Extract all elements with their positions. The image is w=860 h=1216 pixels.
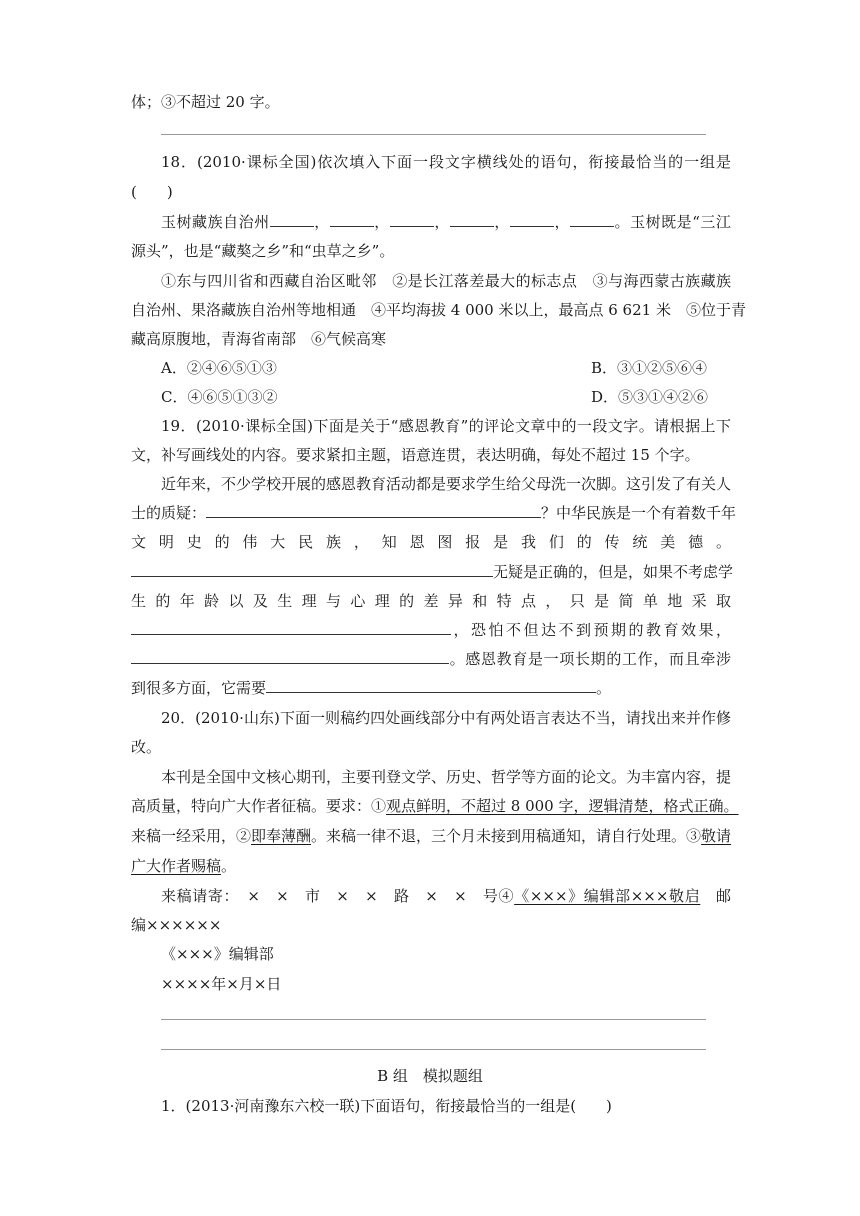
blank [330,212,374,227]
q20-passage: 高质量，特向广大作者征稿。要求：①观点鲜明，不超过 8 000 字，逻辑清楚，格式正确。 [131,797,739,815]
q20-address-2: 编×××××× [131,916,222,934]
blank [131,562,493,577]
answer-line [161,1049,706,1050]
option-b: B．③①②⑤⑥④ [591,359,708,377]
b-q1-stem: 1．(2013·河南豫东六校一联)下面语句，衔接最恰当的一组是( ) [161,1097,612,1115]
q18-options-text: 藏高原腹地，青海省南部 ⑥气候高寒 [131,330,387,348]
blank [266,678,596,693]
q18-paren: ( ) [131,183,173,201]
blank [131,649,449,664]
q19-stem-2: 文，补写画线处的内容。要求紧扣主题，语意连贯，表达明确，每处不超过 15 个字。 [131,446,700,464]
q18-option-row [161,358,731,378]
q20-date: ××××年×月×日 [161,975,282,993]
q19-passage: 到很多方面，它需要 。 [131,679,612,697]
q19-passage: 文明史的伟大民族，知恩图报是我们的传统美德。 [131,533,731,551]
blank [510,212,554,227]
underlined-phrase: 即奉薄酬 [251,827,312,845]
option-c: C．④⑥⑤①③② [161,388,278,406]
option-d: D．⑤③①④②⑥ [591,388,709,406]
q18-option-row [161,387,731,407]
q18-stem: 18．(2010·课标全国)依次填入下面一段文字横线处的语句，衔接最恰当的一组是 [161,153,731,171]
underlined-phrase: 《×××》编辑部×××敬启 [514,887,701,905]
q20-address: 来稿请寄： × × 市 × × 路 × × 号④《×××》编辑部×××敬启 邮 [161,887,731,905]
blank [131,620,451,635]
q18-options-text: ①东与四川省和西藏自治区毗邻 ②是长江落差最大的标志点 ③与海西蒙古族藏族 [161,272,731,290]
answer-line [161,134,706,135]
section-title: B 组 模拟题组 [377,1067,483,1085]
q18-options-text: 自治州、果洛藏族自治州等地相通 ④平均海拔 4 000 米以上，最高点 6 621 米 ⑤位于青 [131,301,746,319]
blank [450,212,494,227]
blank [570,212,614,227]
q19-passage: 士的质疑： ？中华民族是一个有着数千年 [131,504,737,522]
q19-stem: 19．(2010·课标全国)下面是关于“感恩教育”的评论文章中的一段文字。请根据上下 [161,417,731,435]
q19-passage: 。感恩教育是一项长期的工作，而且牵涉 [131,649,731,669]
q20-stem: 20．(2010·山东)下面一则稿约四处画线部分中有两处语言表达不当，请找出来并作修 [161,709,731,727]
q19-passage: 无疑是正确的，但是，如果不考虑学 [131,562,731,582]
q18-passage-2: 源头”，也是“藏獒之乡”和“虫草之乡”。 [131,242,395,260]
underlined-phrase: 广大作者赐稿 [131,857,222,875]
blank [270,212,314,227]
blank [206,503,541,518]
underlined-phrase: 敬请 [701,827,732,845]
underlined-phrase: 观点鲜明，不超过 8 000 字，逻辑清楚，格式正确。 [386,797,739,815]
q19-passage: 近年来，不少学校开展的感恩教育活动都是要求学生给父母洗一次脚。这引发了有关人 [161,475,732,493]
q20-stem-2: 改。 [131,738,162,756]
q20-signature: 《×××》编辑部 [161,945,274,963]
blank [390,212,434,227]
q20-passage: 来稿一经采用，②即奉薄酬。来稿一律不退，三个月未接到用稿通知，请自行处理。③敬请 [131,827,732,845]
q20-passage: 本刊是全国中文核心期刊，主要刊登文学、历史、哲学等方面的论文。为丰富内容，提 [161,768,732,786]
q18-passage: 玉树藏族自治州 ， ， ， ， ， 。玉树既是“三江 [161,213,731,231]
q19-passage: ，恐怕不但达不到预期的教育效果， [131,620,731,640]
option-a: A．②④⑥⑤①③ [161,359,277,377]
q19-passage: 生的年龄以及生理与心理的差异和特点，只是简单地采取 [131,592,731,610]
answer-line [161,1019,706,1020]
q20-passage: 广大作者赐稿。 [131,857,237,875]
text-line: 体；③不超过 20 字。 [131,93,280,111]
